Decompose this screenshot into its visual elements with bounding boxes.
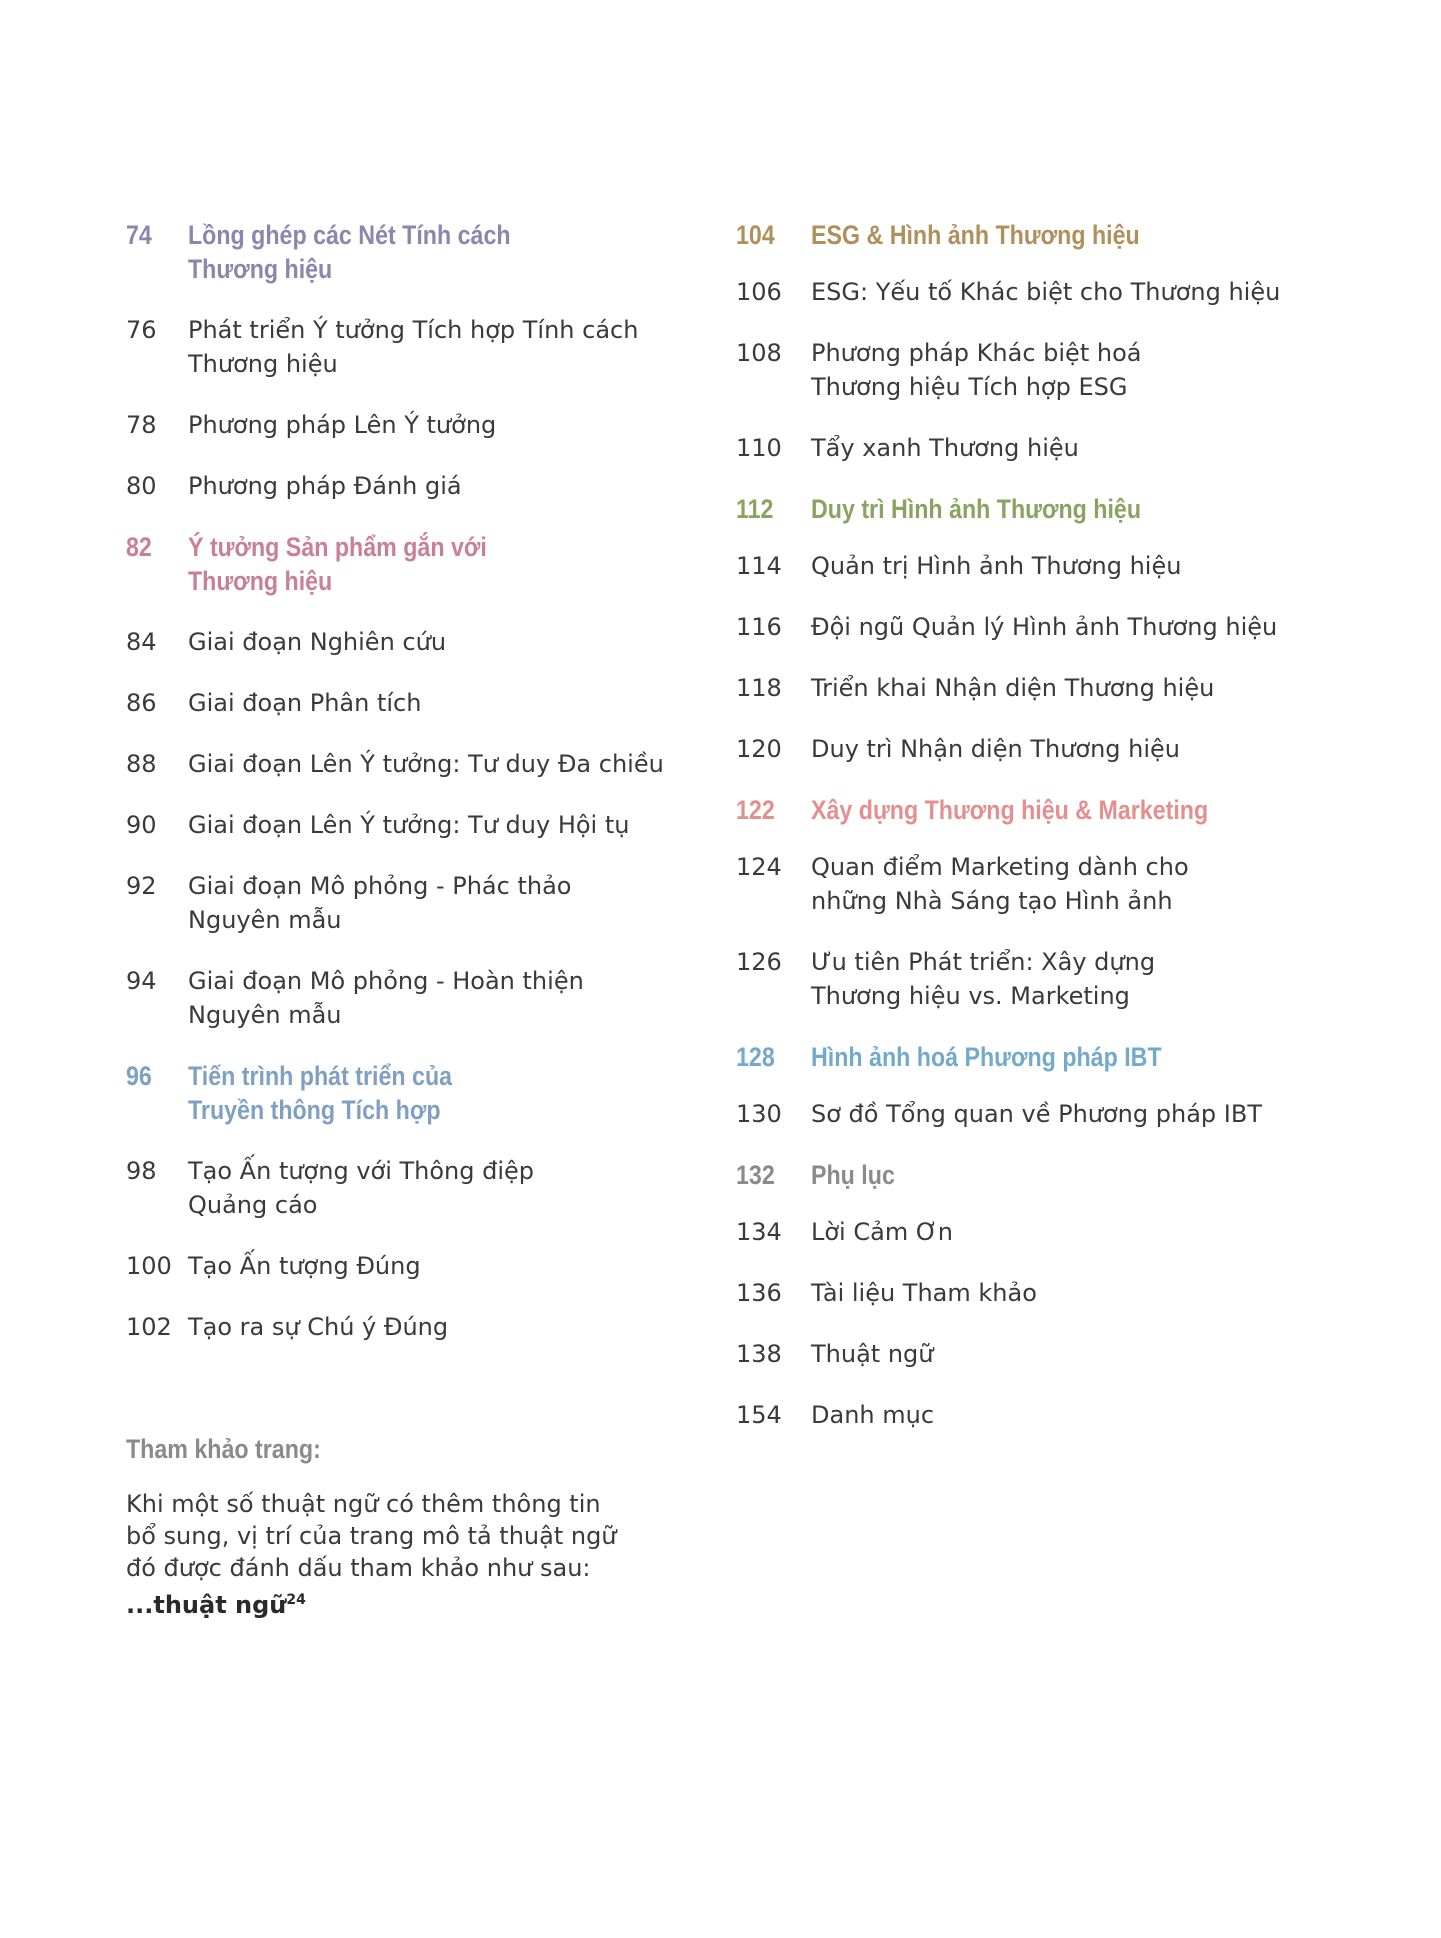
toc-title	[188, 313, 638, 381]
toc-title-line: Nguyên mẫu	[188, 906, 342, 934]
note-example-sup: 24	[286, 1592, 306, 1608]
toc-page-number: 114	[736, 552, 782, 580]
toc-page-number: 82	[126, 532, 152, 562]
toc-page-number: 80	[126, 472, 157, 500]
toc-page-number: 84	[126, 628, 157, 656]
toc-section-heading	[126, 218, 686, 286]
toc-title	[811, 1040, 1162, 1074]
toc-page-number: 122	[736, 795, 775, 825]
toc-title	[811, 1158, 895, 1192]
toc-page-number: 120	[736, 735, 782, 763]
note-line: Khi một số thuật ngữ có thêm thông tin	[126, 1490, 601, 1518]
toc-page-number: 94	[126, 967, 157, 995]
toc-entry	[736, 732, 1356, 766]
toc-entry	[126, 625, 686, 659]
toc-entry	[736, 549, 1356, 583]
toc-page-number: 124	[736, 853, 782, 881]
toc-title-line: Lồng ghép các Nét Tính cách	[188, 220, 511, 250]
toc-title-line: Đội ngũ Quản lý Hình ảnh Thương hiệu	[811, 613, 1278, 641]
toc-entry	[126, 408, 686, 442]
toc-title-line: Tài liệu Tham khảo	[811, 1279, 1037, 1307]
toc-title	[188, 1154, 534, 1222]
toc-title	[811, 850, 1189, 918]
toc-title-line: Phương pháp Lên Ý tưởng	[188, 411, 497, 439]
toc-entry	[736, 850, 1356, 918]
toc-title	[811, 732, 1180, 766]
toc-section-heading	[736, 218, 1356, 252]
toc-section-heading	[126, 530, 686, 598]
toc-entry	[736, 431, 1356, 465]
toc-title-line: Tạo Ấn tượng Đúng	[188, 1252, 421, 1280]
toc-page-number: 96	[126, 1061, 152, 1091]
toc-entry	[736, 336, 1356, 404]
toc-page-number: 76	[126, 316, 157, 344]
toc-title-line: Hình ảnh hoá Phương pháp IBT	[811, 1042, 1162, 1072]
toc-title-line: Tiến trình phát triển của	[188, 1061, 453, 1091]
toc-title	[188, 1310, 448, 1344]
toc-entry	[126, 808, 686, 842]
toc-title	[188, 964, 584, 1032]
toc-title-line: Duy trì Nhận diện Thương hiệu	[811, 735, 1181, 763]
toc-title-line: Danh mục	[811, 1401, 935, 1429]
toc-entry	[736, 610, 1356, 644]
toc-title-line: Giai đoạn Mô phỏng - Hoàn thiện	[188, 967, 584, 995]
toc-title-line: Quan điểm Marketing dành cho	[811, 853, 1189, 881]
toc-entry	[736, 945, 1356, 1013]
toc-entry	[126, 1249, 686, 1283]
toc-page-number: 74	[126, 220, 152, 250]
toc-title-line: Giai đoạn Nghiên cứu	[188, 628, 447, 656]
toc-page-number: 118	[736, 674, 782, 702]
toc-right-column	[736, 218, 1356, 1432]
toc-page-number: 154	[736, 1401, 782, 1429]
toc-title-line: Thương hiệu vs. Marketing	[811, 982, 1130, 1010]
toc-title	[188, 1249, 421, 1283]
toc-title	[811, 1276, 1037, 1310]
toc-title-line: Triển khai Nhận diện Thương hiệu	[811, 674, 1215, 702]
toc-title	[811, 336, 1141, 404]
toc-section-heading	[736, 1158, 1356, 1192]
toc-title-line: Thương hiệu	[188, 566, 333, 596]
toc-title	[811, 1097, 1262, 1131]
toc-page-number: 102	[126, 1313, 172, 1341]
toc-page-number: 130	[736, 1100, 782, 1128]
toc-title	[188, 625, 446, 659]
toc-title-line: Thuật ngữ	[811, 1340, 934, 1368]
toc-title-line: Phụ lục	[811, 1160, 895, 1190]
toc-title-line: Phương pháp Đánh giá	[188, 472, 462, 500]
toc-title	[188, 218, 511, 286]
note-line: bổ sung, vị trí của trang mô tả thuật ngữ	[126, 1522, 617, 1550]
toc-entry	[126, 747, 686, 781]
toc-title-line: Quảng cáo	[188, 1191, 318, 1219]
toc-title-line: những Nhà Sáng tạo Hình ảnh	[811, 887, 1173, 915]
toc-title	[811, 275, 1280, 309]
toc-title-line: Thương hiệu	[188, 254, 333, 284]
toc-title-line: Giai đoạn Lên Ý tưởng: Tư duy Hội tụ	[188, 811, 630, 839]
toc-title	[811, 218, 1140, 252]
toc-title-line: Tạo Ấn tượng với Thông điệp	[188, 1157, 535, 1185]
toc-title-line: ESG: Yếu tố Khác biệt cho Thương hiệu	[811, 278, 1281, 306]
toc-title	[811, 1215, 953, 1249]
toc-page-number: 90	[126, 811, 157, 839]
toc-entry	[736, 1398, 1356, 1432]
toc-title	[811, 1337, 933, 1371]
toc-page-number: 138	[736, 1340, 782, 1368]
toc-entry	[736, 1337, 1356, 1371]
note-example	[126, 1584, 646, 1621]
toc-entry	[126, 469, 686, 503]
toc-section-heading	[736, 1040, 1356, 1074]
note-example-text: ...thuật ngữ	[126, 1591, 287, 1619]
toc-page-number: 134	[736, 1218, 782, 1246]
toc-title-line: ESG & Hình ảnh Thương hiệu	[811, 220, 1140, 250]
toc-title	[188, 686, 421, 720]
toc-title-line: Giai đoạn Lên Ý tưởng: Tư duy Đa chiều	[188, 750, 664, 778]
toc-title-line: Thương hiệu	[188, 350, 338, 378]
toc-title-line: Ý tưởng Sản phẩm gắn với	[188, 532, 487, 562]
toc-title	[188, 808, 629, 842]
toc-section-heading	[126, 1059, 686, 1127]
toc-entry	[126, 686, 686, 720]
toc-page-number: 100	[126, 1252, 172, 1280]
toc-title-line: Xây dựng Thương hiệu & Marketing	[811, 795, 1209, 825]
toc-entry	[736, 275, 1356, 309]
toc-page-number: 132	[736, 1160, 775, 1190]
toc-title	[811, 793, 1208, 827]
toc-title	[188, 869, 571, 937]
toc-entry	[126, 869, 686, 937]
toc-entry	[736, 1276, 1356, 1310]
toc-title	[188, 747, 664, 781]
toc-title	[188, 530, 487, 598]
toc-title-line: Giai đoạn Phân tích	[188, 689, 422, 717]
toc-title-line: Sơ đồ Tổng quan về Phương pháp IBT	[811, 1100, 1262, 1128]
toc-title-line: Quản trị Hình ảnh Thương hiệu	[811, 552, 1182, 580]
note-line: đó được đánh dấu tham khảo như sau:	[126, 1554, 591, 1582]
toc-title	[811, 1398, 934, 1432]
toc-title	[811, 549, 1181, 583]
toc-page-number: 106	[736, 278, 782, 306]
toc-title	[811, 431, 1079, 465]
toc-page-number: 126	[736, 948, 782, 976]
toc-section-heading	[736, 492, 1356, 526]
toc-entry	[126, 313, 686, 381]
toc-title	[811, 492, 1141, 526]
toc-entry	[126, 1154, 686, 1222]
toc-page-number: 104	[736, 220, 775, 250]
toc-entry	[736, 1215, 1356, 1249]
toc-title-line: Ưu tiên Phát triển: Xây dựng	[811, 948, 1156, 976]
toc-title-line: Phát triển Ý tưởng Tích hợp Tính cách	[188, 316, 639, 344]
toc-entry	[126, 964, 686, 1032]
toc-page-number: 128	[736, 1042, 775, 1072]
toc-title-line: Nguyên mẫu	[188, 1001, 342, 1029]
toc-page-number: 92	[126, 872, 157, 900]
toc-entry	[736, 1097, 1356, 1131]
toc-title	[811, 671, 1214, 705]
toc-page-number: 78	[126, 411, 157, 439]
toc-page-number: 112	[736, 494, 774, 524]
toc-entry	[126, 1310, 686, 1344]
toc-page-number: 86	[126, 689, 157, 717]
toc-page-number: 136	[736, 1279, 782, 1307]
toc-title	[188, 408, 496, 442]
toc-title	[188, 469, 462, 503]
toc-page-number: 116	[736, 613, 782, 641]
toc-entry	[736, 671, 1356, 705]
toc-section-heading	[736, 793, 1356, 827]
toc-title-line: Duy trì Hình ảnh Thương hiệu	[811, 494, 1142, 524]
toc-title	[188, 1059, 452, 1127]
toc-page-number: 98	[126, 1157, 157, 1185]
toc-title-line: Tẩy xanh Thương hiệu	[811, 434, 1079, 462]
toc-title-line: Phương pháp Khác biệt hoá	[811, 339, 1142, 367]
toc-title-line: Tạo ra sự Chú ý Đúng	[188, 1313, 449, 1341]
toc-left-column	[126, 218, 686, 1344]
note-body	[126, 1488, 646, 1584]
note-heading: Tham khảo trang:	[126, 1434, 321, 1464]
toc-title	[811, 610, 1277, 644]
toc-page-number: 108	[736, 339, 782, 367]
toc-page-number: 110	[736, 434, 782, 462]
toc-title-line: Thương hiệu Tích hợp ESG	[811, 373, 1128, 401]
toc-title-line: Truyền thông Tích hợp	[188, 1095, 441, 1125]
toc-title	[811, 945, 1155, 1013]
toc-page-number: 88	[126, 750, 157, 778]
toc-title-line: Giai đoạn Mô phỏng - Phác thảo	[188, 872, 572, 900]
toc-title-line: Lời Cảm Ơn	[811, 1218, 953, 1246]
page-reference-note	[126, 1432, 646, 1621]
